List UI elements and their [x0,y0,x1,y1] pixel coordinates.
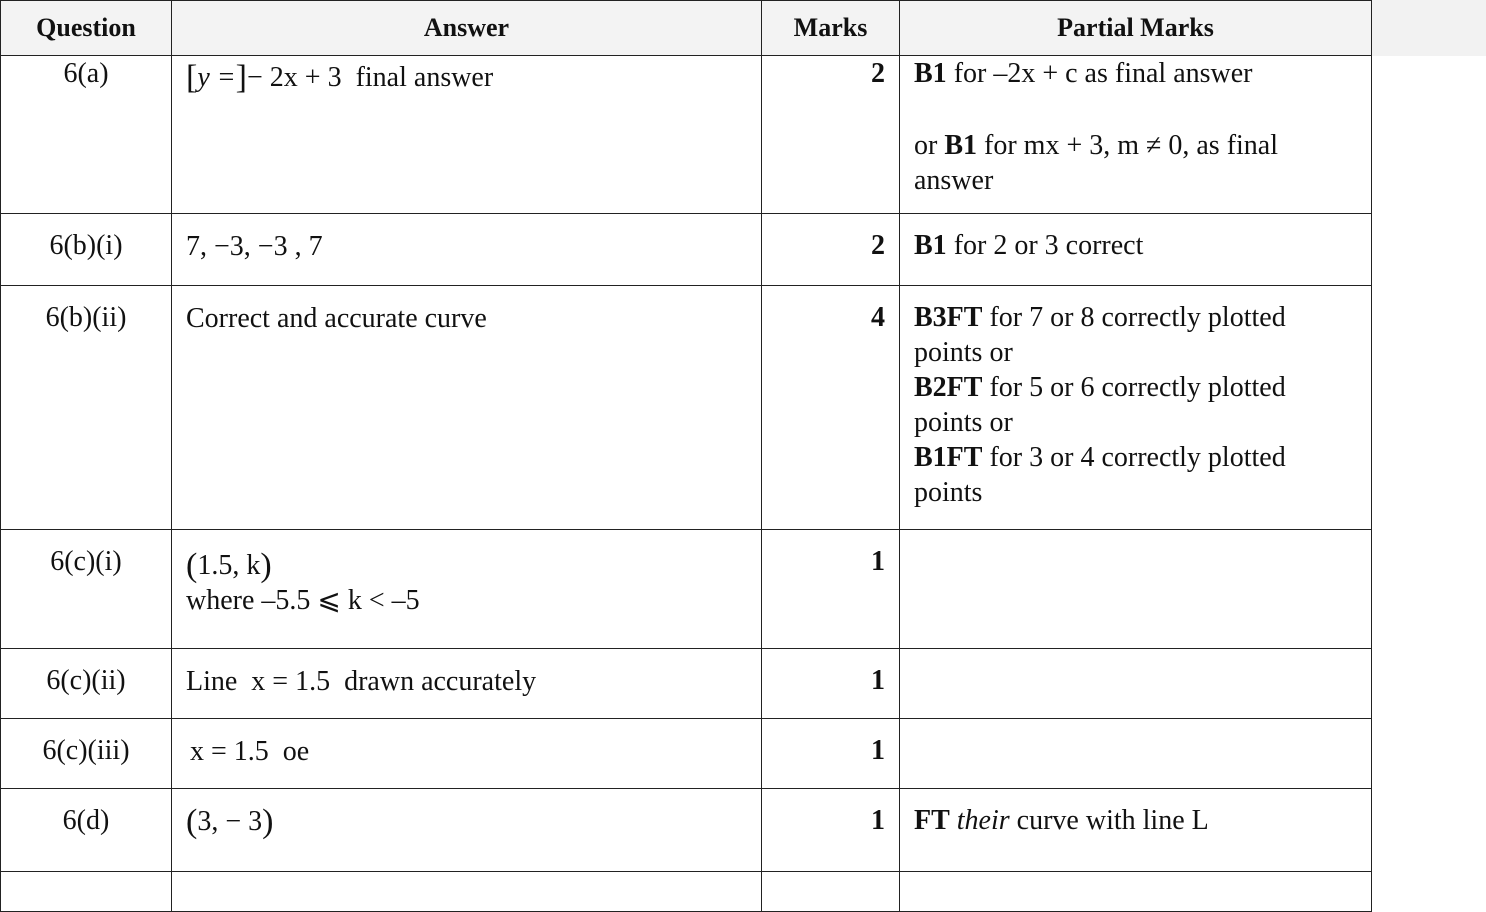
answer-cell [172,789,762,872]
partial-marks-cell [900,214,1372,286]
mark-text: for 2 or 3 correct [953,230,1144,261]
paren-close: ) [260,547,272,584]
answer-lhs: y = [197,62,236,93]
answer-cell [172,872,762,912]
mark-code: FT [914,805,950,836]
question-cell: 6(b)(ii) [1,286,172,530]
partial-marks-cell [900,286,1372,530]
partial-marks-header: Partial Marks [900,1,1372,56]
marks-cell [762,872,900,912]
mark-prefix: or [914,130,938,161]
mark-code: B1FT [914,442,983,473]
mark-code: B2FT [914,372,983,403]
partial-marks-cell [900,872,1372,912]
answer-point: 1.5, k [197,550,261,581]
answer-cell: Line x = 1.5 drawn accurately [172,649,762,719]
partial-marks-cell [900,56,1372,214]
marks-header: Marks [762,1,900,56]
marks-cell: 2 [762,56,900,214]
mark-text: curve with line L [1016,805,1209,836]
header-row [1,1,1372,56]
table-row [1,789,1372,872]
table-row [1,719,1372,789]
question-header: Question [1,1,172,56]
marks-cell: 1 [762,530,900,649]
marks-cell: 1 [762,789,900,872]
question-cell: 6(a) [1,56,172,214]
partial-marks-cell [900,530,1372,649]
question-cell: 6(b)(i) [1,214,172,286]
question-cell [1,872,172,912]
paren-close: ) [262,803,274,840]
table-row [1,286,1372,530]
answer-header: Answer [172,1,762,56]
mark-code: B1 [944,130,978,161]
marks-cell: 4 [762,286,900,530]
mark-text: for 7 or 8 correctly plotted points or [914,302,1286,368]
mark-emphasis: their [956,805,1010,836]
question-cell: 6(c)(iii) [1,719,172,789]
table-row [1,872,1372,912]
mark-code: B1 [914,58,947,89]
question-cell: 6(d) [1,789,172,872]
answer-rhs: − 2x + 3 [246,62,342,93]
answer-point: 3, − 3 [197,806,263,837]
question-cell: 6(c)(i) [1,530,172,649]
bracket-open: [ [186,59,198,96]
table-row [1,56,1372,214]
answer-cell: x = 1.5 oe [172,719,762,789]
mark-text: for 3 or 4 correctly plotted points [914,442,1286,508]
partial-marks-cell [900,649,1372,719]
mark-text: for mx + 3, m ≠ 0, as final answer [914,130,1279,196]
table-row [1,649,1372,719]
table-row [1,530,1372,649]
marks-cell: 2 [762,214,900,286]
answer-cell [172,56,762,214]
answer-cell [172,530,762,649]
answer-condition: where –5.5 ⩽ k < –5 [186,585,420,616]
marks-cell: 1 [762,719,900,789]
header-strip-background [1370,0,1486,56]
paren-open: ( [186,803,198,840]
bracket-close: ] [235,59,247,96]
partial-marks-cell [900,719,1372,789]
question-cell: 6(c)(ii) [1,649,172,719]
mark-code: B1 [914,230,947,261]
mark-text: for –2x + c as final answer [953,58,1253,89]
partial-marks-cell [900,789,1372,872]
answer-suffix: final answer [355,62,494,93]
mark-code: B3FT [914,302,983,333]
marks-cell: 1 [762,649,900,719]
table-row [1,214,1372,286]
answer-cell: Correct and accurate curve [172,286,762,530]
paren-open: ( [186,547,198,584]
mark-text: for 5 or 6 correctly plotted points or [914,372,1286,438]
answer-cell: 7, −3, −3 , 7 [172,214,762,286]
